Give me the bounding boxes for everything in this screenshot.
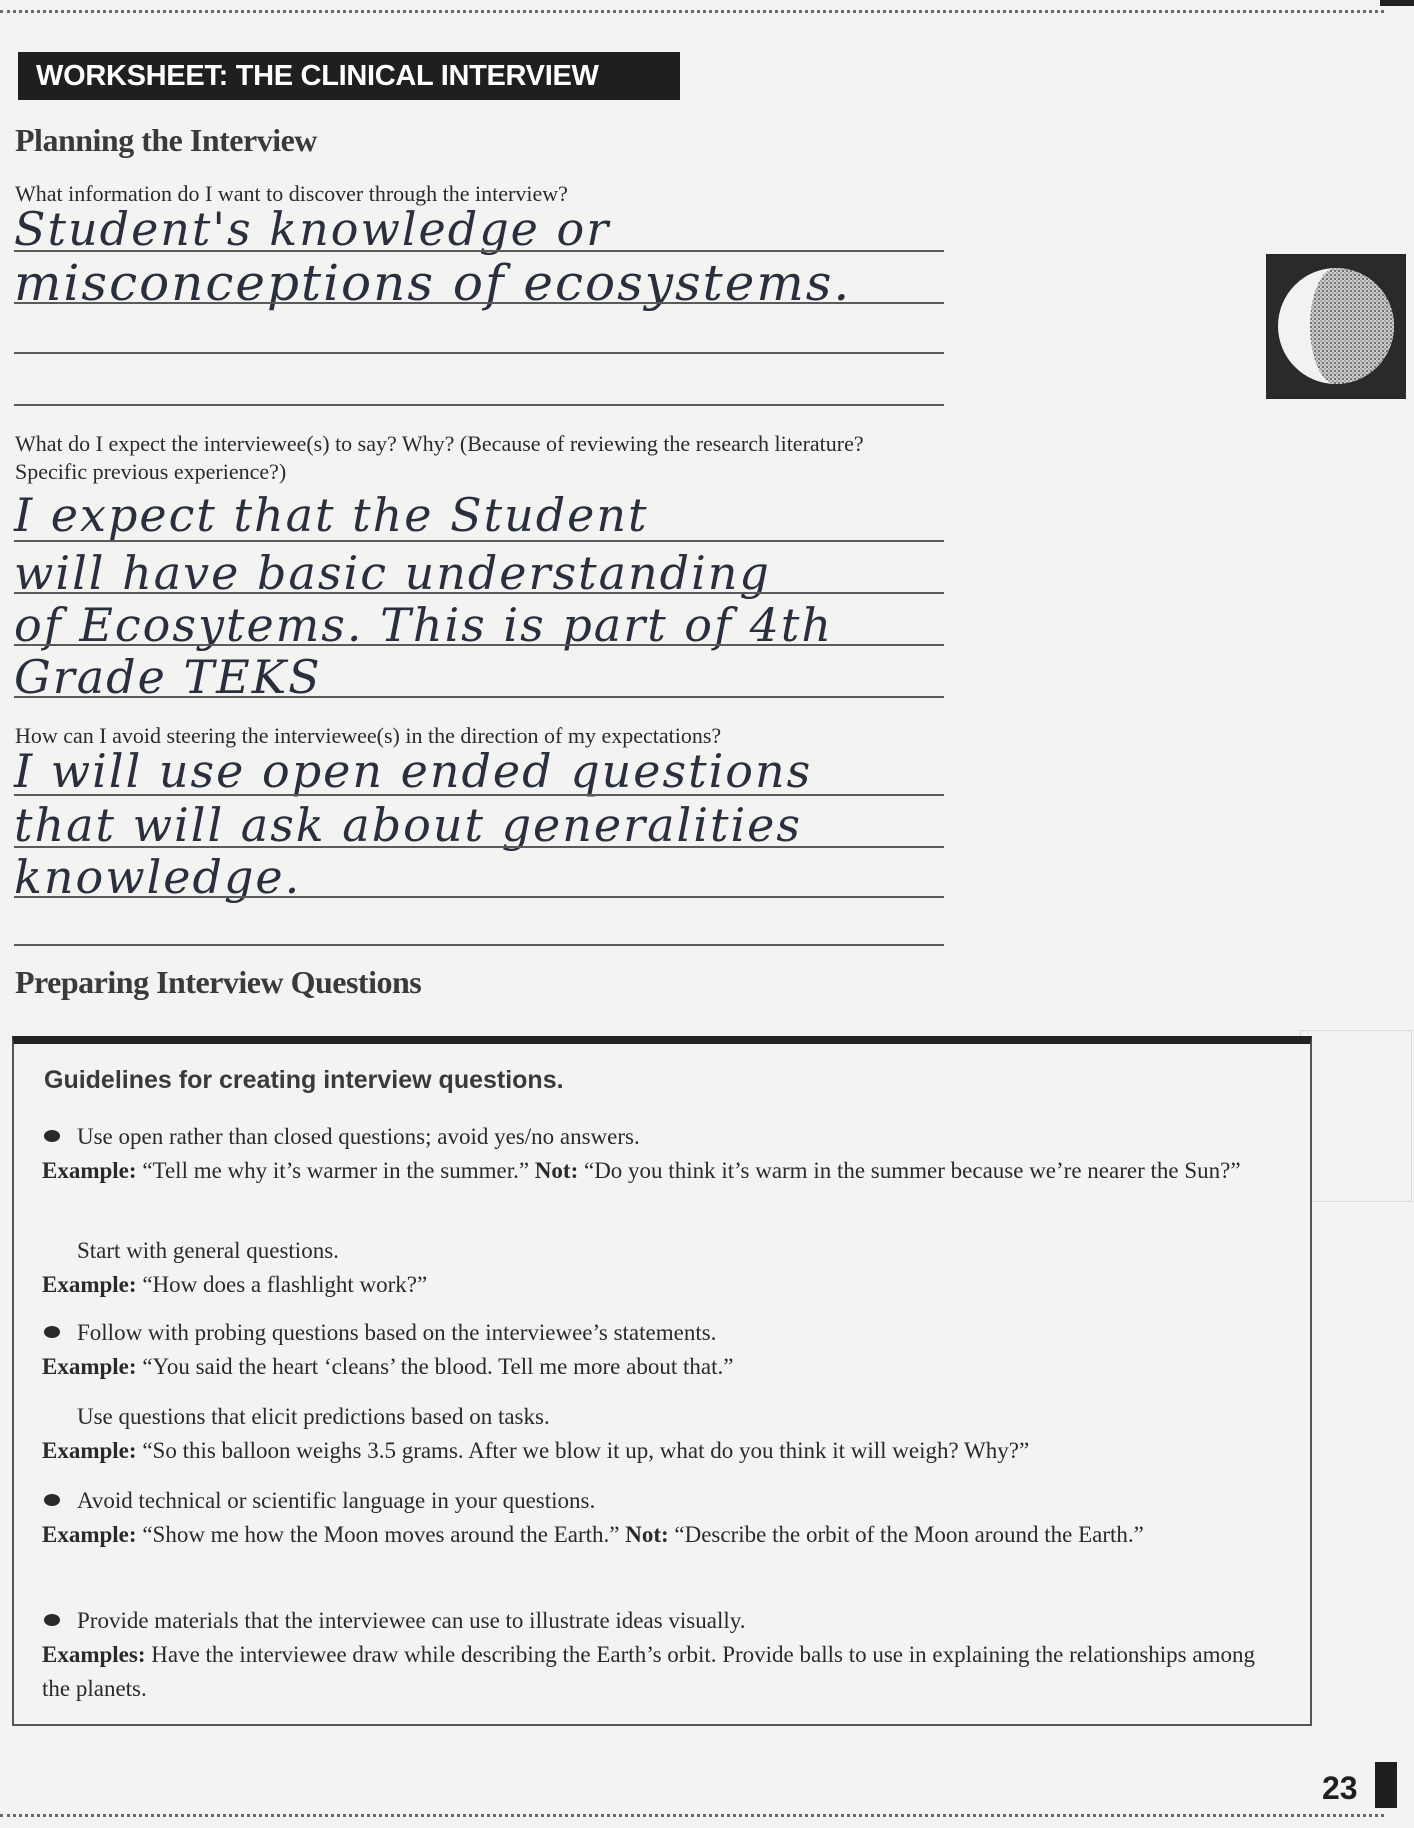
answer-rule: [14, 846, 944, 848]
example-label: Example:: [42, 1522, 137, 1547]
guideline-item: [42, 1316, 1287, 1384]
guideline-lead: Use open rather than closed questions; avoid yes/no answers.: [77, 1124, 640, 1149]
top-edge-mark: [1380, 0, 1414, 6]
answer-rule: [14, 404, 944, 406]
example-text: “Show me how the Moon moves around the Earth.”: [142, 1522, 620, 1547]
page-number: 23: [1322, 1770, 1358, 1806]
example-text: Have the interviewee draw while describing the Earth’s orbit. Provide balls to use in explaining the relationships among the planets.: [42, 1642, 1255, 1701]
example-label: Examples:: [42, 1642, 146, 1667]
answer-2-line-3: of Ecosytems. This is part of 4th: [14, 598, 834, 652]
guideline-lead: Provide materials that the interviewee can use to illustrate ideas visually.: [77, 1608, 746, 1633]
guidelines-heading: Guidelines for creating interview questions.: [44, 1066, 564, 1094]
question-3: How can I avoid steering the interviewee(s) in the direction of my expectations?: [15, 723, 722, 748]
guideline-item: [42, 1604, 1287, 1706]
page-tab-marker: [1375, 1762, 1397, 1808]
guidelines-box: [12, 1036, 1312, 1726]
answer-rule: [14, 794, 944, 796]
answer-2-line-2: will have basic understanding: [14, 546, 771, 600]
guideline-item: [42, 1234, 1287, 1302]
example-text: “You said the heart ‘cleans’ the blood. Tell me more about that.”: [142, 1354, 734, 1379]
question-1: What information do I want to discover through the interview?: [15, 181, 568, 206]
answer-rule: [14, 944, 944, 946]
answer-rule: [14, 644, 944, 646]
guideline-item: [42, 1400, 1287, 1468]
guideline-lead: Use questions that elicit predictions based on tasks.: [77, 1404, 550, 1429]
answer-rule: [14, 896, 944, 898]
example-text: “How does a flashlight work?”: [142, 1272, 428, 1297]
answer-rule: [14, 302, 944, 304]
top-dotted-rule: [0, 10, 1384, 13]
bullet-icon: [44, 1614, 60, 1626]
example-label: Example:: [42, 1272, 137, 1297]
guideline-lead: Avoid technical or scientific language in your questions.: [77, 1488, 596, 1513]
example-label: Example:: [42, 1438, 137, 1463]
answer-2-line-4: Grade TEKS: [14, 650, 322, 704]
answer-1-line-1: Student's knowledge or: [14, 202, 611, 256]
answer-rule: [14, 696, 944, 698]
not-text: “Do you think it’s warm in the summer because we’re nearer the Sun?”: [583, 1158, 1241, 1183]
bottom-dotted-rule: [0, 1814, 1384, 1817]
example-text: “So this balloon weighs 3.5 grams. After we blow it up, what do you think it will weigh? Why?”: [142, 1438, 1030, 1463]
guideline-item: [42, 1120, 1287, 1188]
example-label: Example:: [42, 1354, 137, 1379]
guideline-lead: Follow with probing questions based on the interviewee’s statements.: [77, 1320, 717, 1345]
answer-rule: [14, 540, 944, 542]
planning-section-title: Planning the Interview: [15, 122, 317, 158]
example-label: Example:: [42, 1158, 137, 1183]
answer-3-line-2: that will ask about generalities: [14, 798, 802, 852]
preparing-section-title: Preparing Interview Questions: [15, 964, 422, 1000]
bullet-icon: [44, 1494, 60, 1506]
answer-1-line-2: misconceptions of ecosystems.: [14, 254, 852, 312]
half-moon-icon: [1266, 254, 1406, 399]
example-text: “Tell me why it’s warmer in the summer.”: [142, 1158, 530, 1183]
bleed-through-panel: [1300, 1030, 1412, 1202]
bullet-icon: [44, 1326, 60, 1338]
answer-3-line-3: knowledge.: [14, 850, 302, 904]
guideline-lead: Start with general questions.: [77, 1238, 339, 1263]
answer-rule: [14, 250, 944, 252]
not-label: Not:: [534, 1158, 579, 1183]
guideline-item: [42, 1484, 1287, 1552]
answer-2-line-1: I expect that the Student: [14, 488, 649, 542]
worksheet-banner: WORKSHEET: THE CLINICAL INTERVIEW: [18, 52, 680, 100]
question-2: What do I expect the interviewee(s) to say? Why? (Because of reviewing the research literature? Specific previous experience?): [15, 431, 864, 484]
bullet-icon: [44, 1130, 60, 1142]
answer-rule: [14, 592, 944, 594]
not-label: Not:: [625, 1522, 669, 1547]
answer-3-line-1: I will use open ended questions: [14, 744, 813, 798]
answer-rule: [14, 352, 944, 354]
not-text: “Describe the orbit of the Moon around the Earth.”: [674, 1522, 1144, 1547]
